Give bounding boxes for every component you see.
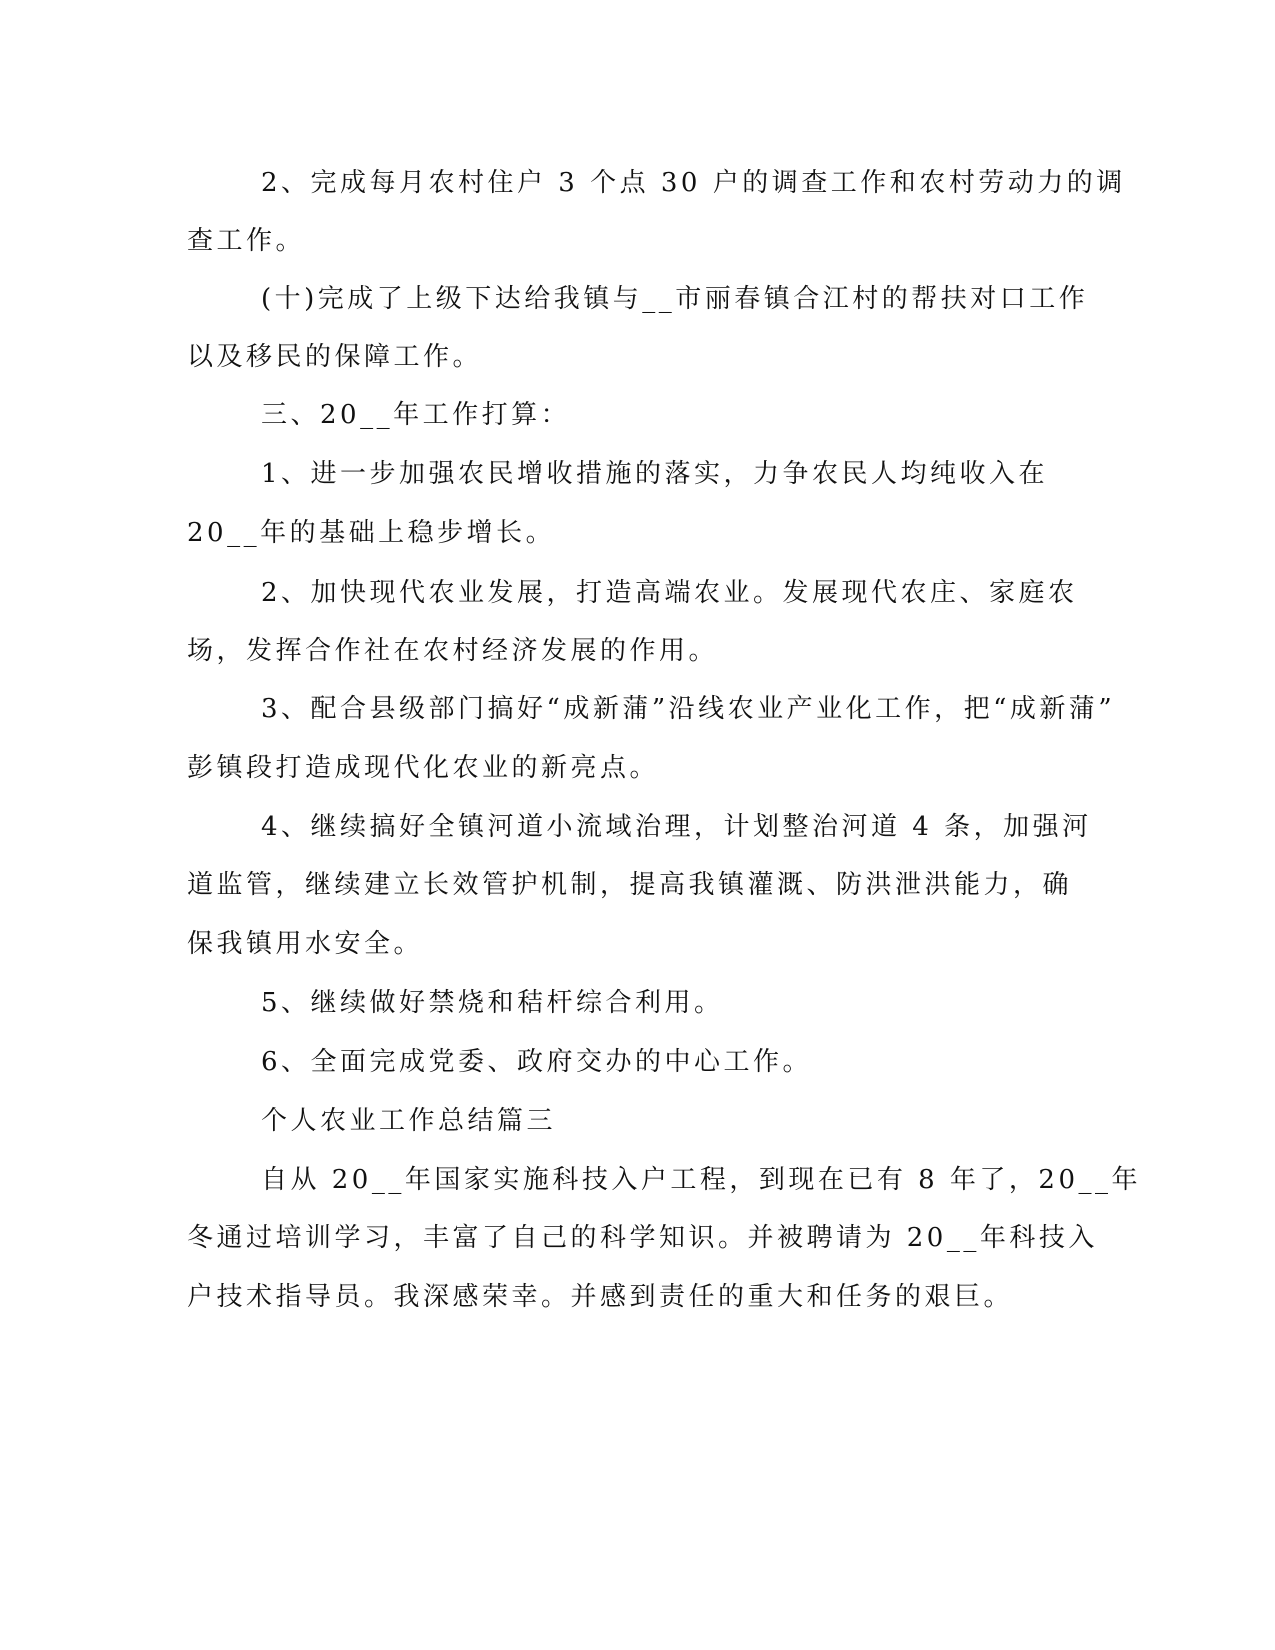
paragraph-line: 20__年的基础上稳步增长。: [187, 518, 556, 548]
paragraph-line: 1、进一步加强农民增收措施的落实，力争农民人均纯收入在: [261, 459, 1049, 489]
paragraph-line: 2、加快现代农业发展，打造高端农业。发展现代农庄、家庭农: [261, 578, 1078, 608]
paragraph-line: 道监管，继续建立长效管护机制，提高我镇灌溉、防洪泄洪能力，确: [187, 870, 1073, 900]
paragraph-line: 户技术指导员。我深感荣幸。并感到责任的重大和任务的艰巨。: [187, 1282, 1014, 1312]
paragraph-line: (十)完成了上级下达给我镇与__市丽春镇合江村的帮扶对口工作: [261, 284, 1089, 314]
paragraph-line: 以及移民的保障工作。: [187, 342, 483, 372]
paragraph-line: 3、配合县级部门搞好“成新蒲”沿线农业产业化工作，把“成新蒲”: [261, 694, 1116, 724]
paragraph-line: 场，发挥合作社在农村经济发展的作用。: [187, 636, 719, 666]
paragraph-line: 6、全面完成党委、政府交办的中心工作。: [261, 1047, 813, 1077]
paragraph-line: 5、继续做好禁烧和秸杆综合利用。: [261, 988, 724, 1018]
paragraph-line: 2、完成每月农村住户 3 个点 30 户的调查工作和农村劳动力的调: [261, 168, 1126, 198]
paragraph-line: 4、继续搞好全镇河道小流域治理，计划整治河道 4 条，加强河: [261, 812, 1092, 842]
paragraph-line: 保我镇用水安全。: [187, 929, 424, 959]
paragraph-line: 查工作。: [187, 226, 306, 256]
paragraph-line: 彭镇段打造成现代化农业的新亮点。: [187, 753, 660, 783]
paragraph-line: 自从 20__年国家实施科技入户工程，到现在已有 8 年了，20__年: [261, 1165, 1142, 1195]
paragraph-line: 冬通过培训学习，丰富了自己的科学知识。并被聘请为 20__年科技入: [187, 1223, 1098, 1253]
section-heading: 个人农业工作总结篇三: [261, 1106, 557, 1136]
section-heading: 三、20__年工作打算：: [261, 400, 571, 430]
